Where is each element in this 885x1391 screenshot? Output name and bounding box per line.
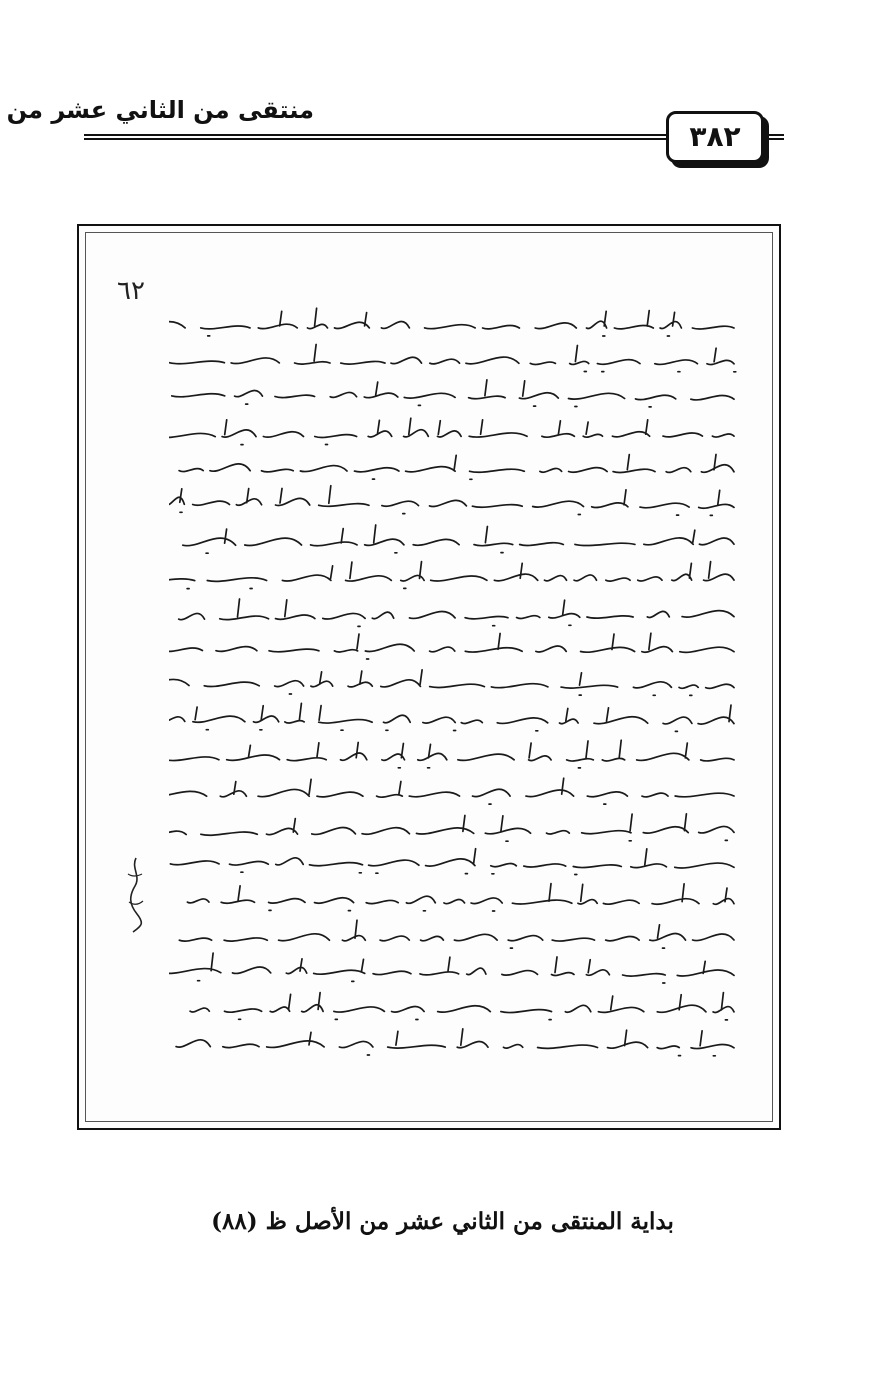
handwritten-line: [169, 376, 739, 412]
handwritten-line: [169, 952, 739, 988]
ink-stroke: [172, 380, 734, 407]
handwritten-line: [169, 772, 739, 808]
handwritten-line: [169, 736, 739, 772]
handwritten-line: [169, 808, 739, 844]
page-header: [0, 0, 885, 190]
ink-stroke: [190, 993, 734, 1020]
handwritten-line: [169, 520, 739, 556]
ink-stroke: [170, 849, 734, 875]
handwritten-text-block: [169, 304, 739, 1064]
ink-stroke: [169, 670, 734, 696]
handwritten-line: [169, 340, 739, 376]
handwritten-line: [169, 844, 739, 880]
handwritten-line: [169, 484, 739, 520]
manuscript-image: [77, 224, 781, 1130]
handwritten-line: [169, 988, 739, 1024]
handwritten-line: [169, 664, 739, 700]
folio-mark: ٦٢: [117, 276, 145, 306]
handwritten-line: [169, 1024, 739, 1060]
page-number: ٣٨٢: [689, 120, 741, 153]
handwritten-line: [169, 556, 739, 592]
running-title: منتقى من الثاني عشر من: [6, 96, 314, 124]
handwritten-line: [169, 880, 739, 916]
ink-stroke: [169, 418, 734, 444]
handwritten-line: [169, 412, 739, 448]
ink-stroke: [169, 486, 734, 516]
ink-stroke: [179, 599, 734, 626]
ink-stroke: [183, 525, 734, 553]
ink-stroke: [187, 884, 734, 911]
handwritten-line: [169, 592, 739, 628]
ink-stroke: [169, 953, 734, 983]
handwritten-line: [169, 628, 739, 664]
handwritten-line: [169, 700, 739, 736]
margin-note: [123, 854, 149, 934]
handwritten-line: [169, 916, 739, 952]
handwritten-line: [169, 304, 739, 340]
ink-stroke: [169, 308, 734, 336]
ink-stroke: [179, 455, 734, 480]
ink-stroke: [169, 345, 735, 372]
page-number-box: [666, 111, 764, 163]
ink-stroke: [169, 814, 734, 841]
ink-stroke: [179, 920, 734, 948]
handwritten-line: [169, 448, 739, 484]
ink-stroke: [169, 778, 734, 804]
ink-stroke: [169, 740, 734, 768]
ink-stroke: [169, 633, 734, 659]
ink-stroke: [169, 703, 734, 731]
image-caption: بداية المنتقى من الثاني عشر من الأصل ظ (٨٨): [211, 1208, 674, 1235]
ink-stroke: [176, 1029, 734, 1056]
ink-stroke: [169, 562, 734, 589]
